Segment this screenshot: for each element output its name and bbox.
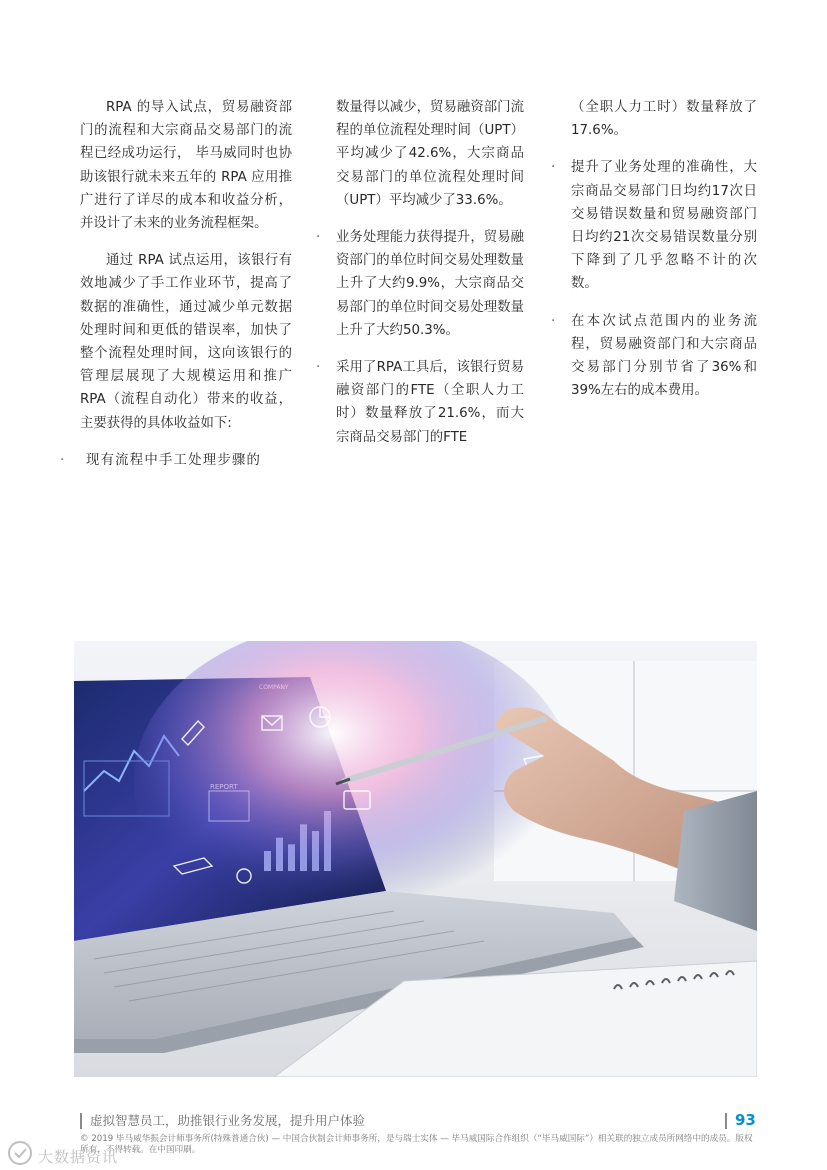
footer-divider <box>80 1113 82 1129</box>
list-item <box>551 156 757 295</box>
list-item <box>316 226 524 342</box>
sleeve <box>674 791 757 931</box>
bullet-continuation: （全职人力工时）数量释放了17.6%。 <box>571 100 757 139</box>
bullet-text: 提升了业务处理的准确性，大宗商品交易部门日均约17次日交易错误数量和贸易融资部门日均约21次交易错误数量分别下降到了几乎忽略不计的次数。 <box>571 160 757 292</box>
watermark-text: 大数据资讯 <box>38 1148 119 1166</box>
bullet-glyph: · <box>316 230 321 246</box>
illustration-graphic <box>74 641 757 1077</box>
paragraph-rpa-pilot: RPA 的导入试点，贸易融资部门的流程和大宗商品交易部门的流程已经成功运行， 毕马威同时也协助该银行就未来五年的 RPA 应用推广进行了详尽的成本和收益分析，并设计了未来的业务流程框架。 <box>80 100 292 232</box>
bullet-text: 现有流程中手工处理步骤的 <box>86 452 262 468</box>
paragraph-benefits-intro: 通过 RPA 试点运用，该银行有效地减少了手工作业环节，提高了数据的准确性，通过减少单元数据处理时间和更低的错误率，加快了整个流程处理时间，这向该银行的管理层展现了大规模运用和推广 RPA（流程自动化）带来的收益，主要获得的具体收益如下: <box>80 253 292 431</box>
text-column-2 <box>316 96 524 463</box>
bullet-text: 在本次试点范围内的业务流程，贸易融资部门和大宗商品交易部门分别节省了36%和39%左右的成本费用。 <box>571 313 757 399</box>
bullet-glyph: · <box>551 160 556 176</box>
footer-title: 虚拟智慧员工，助推银行业务发展，提升用户体验 <box>90 1113 366 1128</box>
bullet-glyph: · <box>551 313 556 329</box>
bullet-text: 采用了RPA工具后，该银行贸易融资部门的FTE（全职人力工时）数量释放了21.6%，而大宗商品交易部门的FTE <box>336 360 524 445</box>
copyright-notice: © 2019 毕马威华振会计师事务所(特殊普通合伙) — 中国合伙制会计师事务所，是与瑞士实体 — 毕马威国际合作组织（“毕马威国际”）相关联的独立成员所网络中的成员。版权所有，不得转载。在中国印刷。 <box>80 1134 753 1155</box>
bullet-glyph: · <box>316 360 321 376</box>
page-number: 93 <box>735 1111 756 1129</box>
list-item <box>60 449 292 472</box>
list-item <box>316 356 524 449</box>
bullet-continuation: 数量得以减少，贸易融资部门流程的单位流程处理时间（UPT）平均减少了42.6%，大宗商品交易部门的单位流程处理时间（UPT）平均减少了33.6%。 <box>336 100 524 208</box>
text-column-3 <box>551 96 757 416</box>
bullet-glyph: · <box>60 452 65 468</box>
bullet-text: 业务处理能力获得提升，贸易融资部门的单位时间交易处理数量上升了大约9.9%，大宗商品交易部门的单位时间交易处理数量上升了大约50.3%。 <box>336 230 524 338</box>
footer-divider <box>725 1113 727 1129</box>
text-column-1 <box>60 96 292 486</box>
laptop-hand-illustration <box>74 641 757 1077</box>
list-item <box>551 310 757 403</box>
